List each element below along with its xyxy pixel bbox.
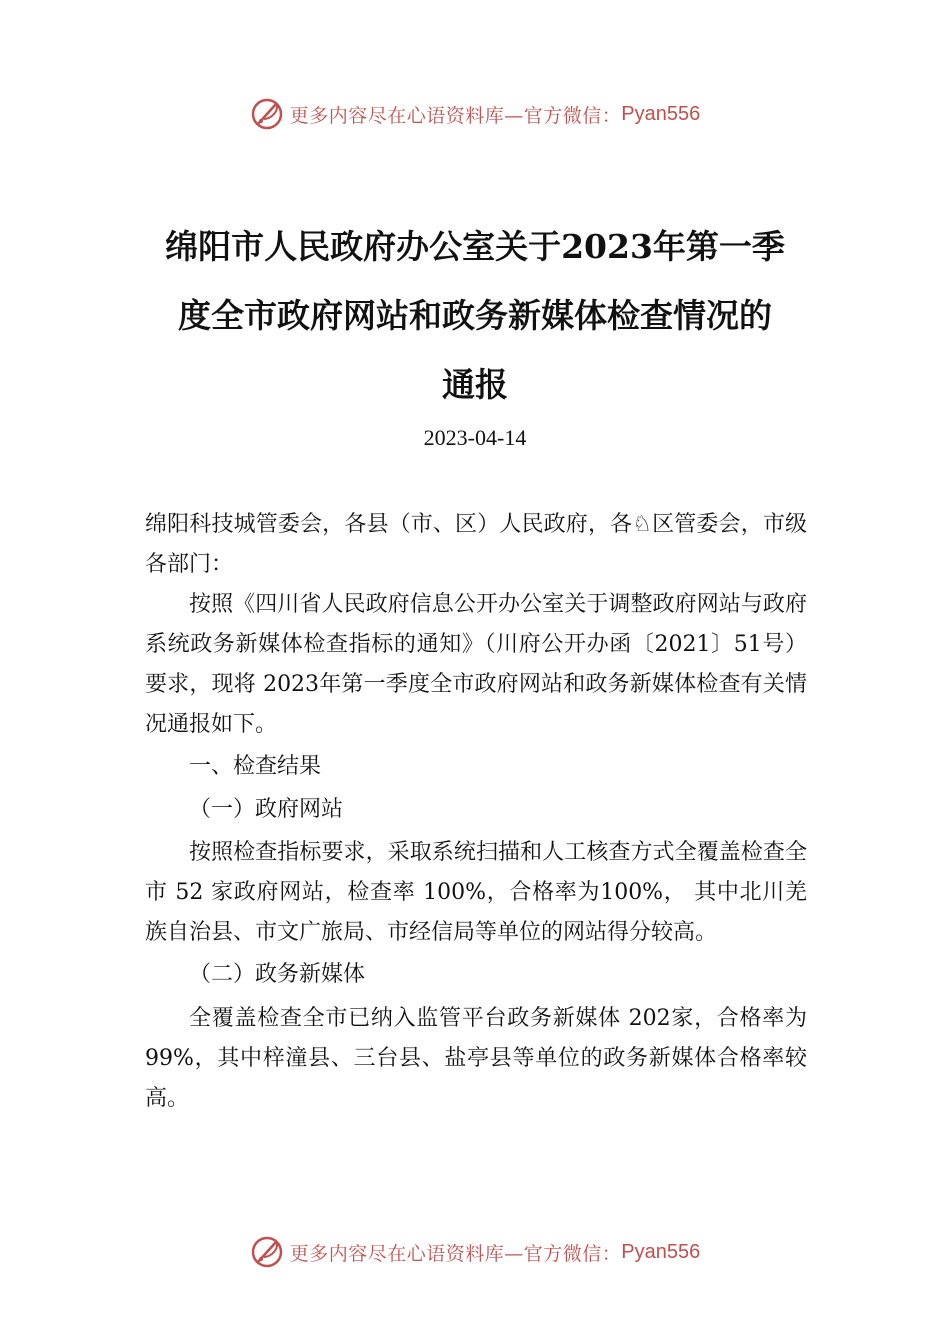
document-title [130,212,820,419]
watermark-footer [0,1232,950,1272]
title-line: 通报 [442,365,508,404]
paragraph: 全覆盖检查全市已纳入监管平台政务新媒体 202家，合格率为 99%，其中梓潼县、三台县、盐亭县等单位的政务新媒体合格率较高。 [145,1006,807,1111]
paragraph: 按照《四川省人民政府信息公开办公室关于调整政府网站与政府系统政务新媒体检查指标的通知》（川府公开办函〔2021〕51号）要求，现将 2023年第一季度全市政府网站和政务新媒体检查有关情况通报如下。 [145,592,808,737]
document-body [145,505,807,1119]
watermark-text: 更多内容尽在心语资料库—官方微信： [289,1242,622,1265]
watermark-handle: Pyan556 [621,1240,701,1263]
document-date: 2023-04-14 [423,425,527,450]
subsection-heading: （一）政府网站 [189,797,344,822]
paragraph: 按照检查指标要求，采取系统扫描和人工核查方式全覆盖检查全市 52 家政府网站，检查率 100%，合格率为100%， 其中北川羌族自治县、市文广旅局、市经信局等单位的网站得分较高。 [145,840,807,945]
watermark-handle: Pyan556 [621,102,701,125]
quill-logo-icon [250,1235,284,1269]
watermark-text: 更多内容尽在心语资料库—官方微信： [289,104,622,127]
title-line: 度全市政府网站和政务新媒体检查情况的 [178,296,772,335]
title-line: 绵阳市人民政府办公室关于2023年第一季 [165,227,785,266]
addressee: 绵阳科技城管委会，各县（市、区）人民政府，各♘区管委会，市级各部门： [145,512,807,577]
watermark-header [0,94,950,134]
subsection-heading: （二）政务新媒体 [189,962,366,987]
section-heading: 一、检查结果 [189,754,322,779]
quill-logo-icon [250,97,284,131]
